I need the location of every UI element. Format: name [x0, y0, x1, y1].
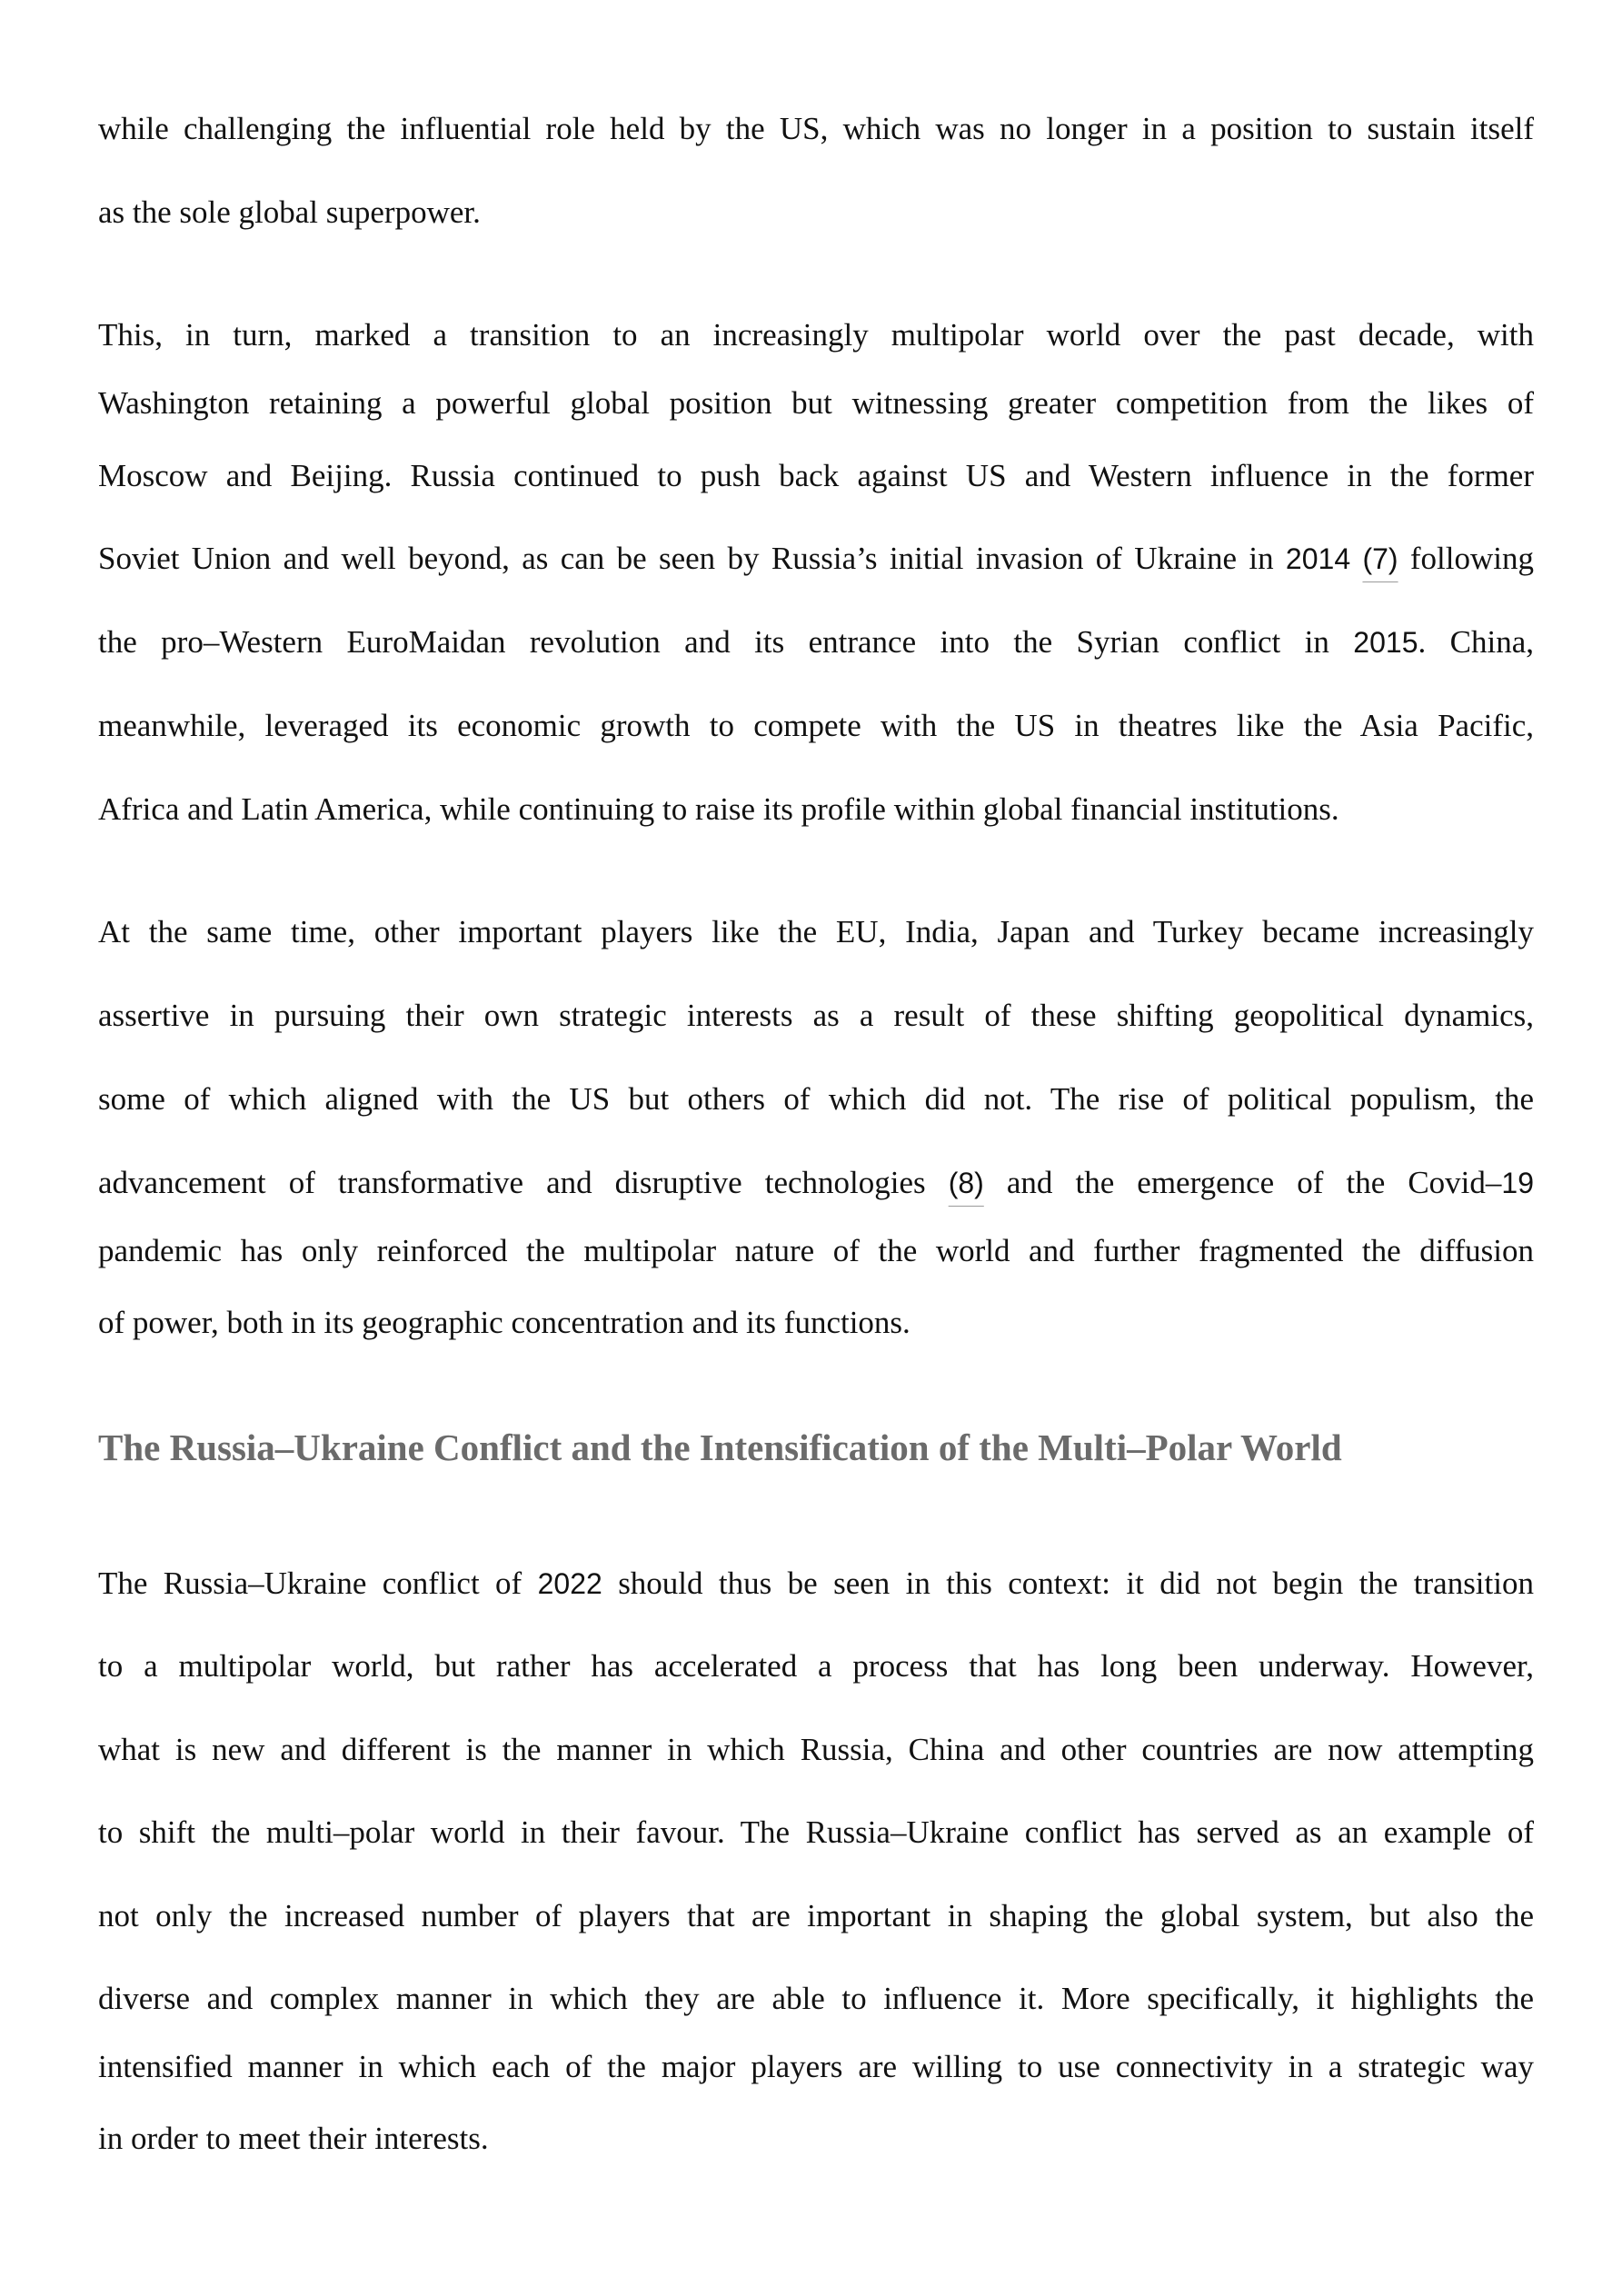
text-run: . China,: [1418, 624, 1534, 660]
intro-line: while challenging the influential role held by the US, which was no longer in a position to sustain itself: [98, 111, 1534, 146]
paragraph-line: some of which aligned with the US but others of which did not. The rise of political populism, the: [98, 1081, 1534, 1117]
reference-link-8[interactable]: (8): [948, 1167, 984, 1199]
paragraph-line: Washington retaining a powerful global position but witnessing greater competition from the likes of: [98, 385, 1534, 421]
text-run: and the emergence of the Covid–: [983, 1165, 1502, 1200]
text-run: Soviet Union and well beyond, as can be seen by Russia’s initial invasion of Ukraine in: [98, 541, 1286, 576]
text-run: following: [1398, 541, 1535, 576]
paragraph-line: not only the increased number of players that are important in shaping the global system, but also the: [98, 1898, 1534, 1933]
reference-link-7[interactable]: (7): [1362, 542, 1398, 575]
paragraph-line: to shift the multi–polar world in their favour. The Russia–Ukraine conflict has served as an example of: [98, 1814, 1534, 1850]
paragraph-line: [98, 624, 1534, 661]
paragraph-line: At the same time, other important players like the EU, India, Japan and Turkey became increasingly: [98, 914, 1534, 949]
paragraph-line: assertive in pursuing their own strategic interests as a result of these shifting geopolitical dynamics,: [98, 998, 1534, 1033]
year: 2022: [537, 1567, 602, 1600]
text-run: should thus be seen in this context: it did not begin the transition: [602, 1565, 1534, 1601]
paragraph-line: pandemic has only reinforced the multipolar nature of the world and further fragmented the diffusion: [98, 1233, 1534, 1268]
text-run: The Russia–Ukraine conflict of: [98, 1565, 538, 1601]
paragraph-line: to a multipolar world, but rather has accelerated a process that has long been underway. However,: [98, 1648, 1534, 1684]
paragraph-line: intensified manner in which each of the major players are willing to use connectivity in a strategic way: [98, 2049, 1534, 2084]
paragraph-line: what is new and different is the manner in which Russia, China and other countries are now attempting: [98, 1732, 1534, 1767]
paragraph-line: of power, both in its geographic concentration and its functions.: [98, 1305, 911, 1340]
paragraph-line: This, in turn, marked a transition to an increasingly multipolar world over the past decade, with: [98, 317, 1534, 353]
paragraph-line: [98, 1565, 1534, 1602]
intro-line: as the sole global superpower.: [98, 194, 481, 230]
text-run: advancement of transformative and disruptive technologies: [98, 1165, 949, 1200]
paragraph-line: Moscow and Beijing. Russia continued to push back against US and Western influence in the former: [98, 458, 1534, 493]
year: 2014: [1285, 542, 1351, 575]
paragraph-line: [98, 1165, 1534, 1201]
number: 19: [1501, 1167, 1534, 1199]
paragraph-line: in order to meet their interests.: [98, 2121, 489, 2156]
paragraph-line: diverse and complex manner in which they are able to influence it. More specifically, it highlights the: [98, 1981, 1534, 2016]
text-run: the pro–Western EuroMaidan revolution and its entrance into the Syrian conflict in: [98, 624, 1354, 660]
year: 2015: [1353, 626, 1418, 659]
section-heading: The Russia–Ukraine Conflict and the Intensification of the Multi–Polar World: [98, 1426, 1342, 1468]
paragraph-line: [98, 541, 1534, 577]
paragraph-line: Africa and Latin America, while continuing to raise its profile within global financial institutions.: [98, 791, 1339, 827]
paragraph-line: meanwhile, leveraged its economic growth to compete with the US in theatres like the Asia Pacific,: [98, 708, 1534, 743]
